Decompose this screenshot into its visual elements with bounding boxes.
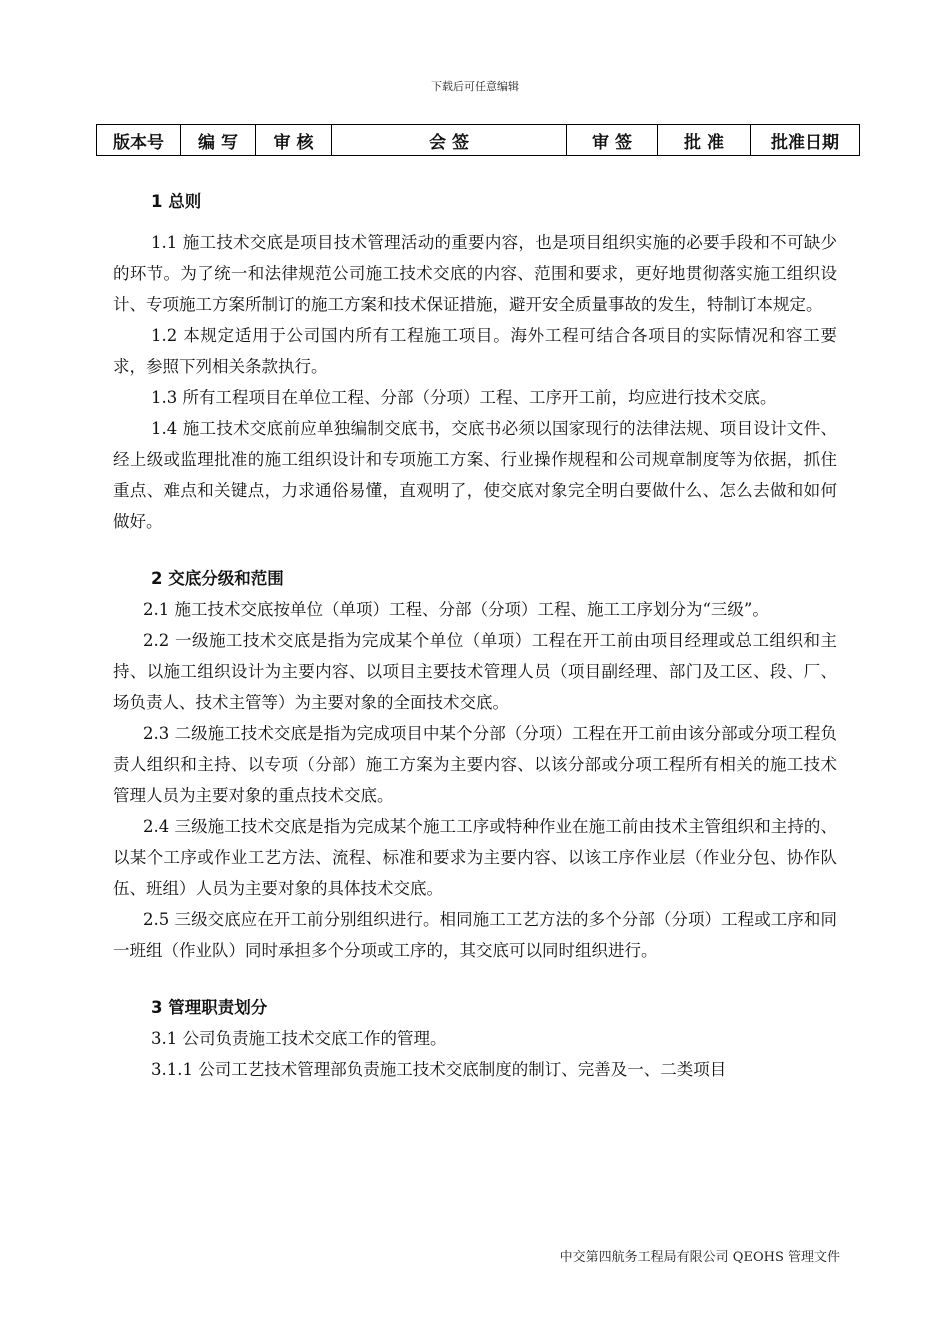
section-3-title: 3 管理职责划分 bbox=[151, 998, 268, 1017]
footer-note: 中交第四航务工程局有限公司 QEOHS 管理文件 bbox=[559, 1250, 840, 1265]
paragraph-3-1-1: 3.1.1 公司工艺技术管理部负责施工技术交底制度的制订、完善及一、二类项目 bbox=[151, 1060, 727, 1079]
paragraph-2-3: 2.3 二级施工技术交底是指为完成项目中某个分部（分项）工程在开工前由该分部或分项工程负责人组织和主持、以专项（分部）施工方案为主要内容、以该分部或分项工程所有相关的施工技术管理人员为主要对象的重点技术交底。 bbox=[113, 724, 837, 805]
paragraph-2-5: 2.5 三级交底应在开工前分别组织进行。相同施工工艺方法的多个分部（分项）工程或工序和同一班组（作业队）同时承担多个分项或工序的，其交底可以同时组织进行。 bbox=[113, 910, 837, 960]
approval-cell-review: 审 核 bbox=[256, 125, 332, 156]
approval-table-row bbox=[97, 125, 860, 156]
paragraph-2-4: 2.4 三级施工技术交底是指为完成某个施工工序或特种作业在施工前由技术主管组织和主持的、以某个工序或作业工艺方法、流程、标准和要求为主要内容、以该工序作业层（作业分包、协作队伍、班组）人员为主要对象的具体技术交底。 bbox=[113, 817, 837, 898]
section-1-title: 1 总则 bbox=[151, 192, 202, 211]
section-2-title: 2 交底分级和范围 bbox=[151, 569, 284, 588]
paragraph-2-1: 2.1 施工技术交底按单位（单项）工程、分部（分项）工程、施工工序划分为“三级”。 bbox=[143, 600, 769, 619]
approval-cell-version: 版本号 bbox=[97, 125, 181, 156]
paragraph-1-2: 1.2 本规定适用于公司国内所有工程施工项目。海外工程可结合各项目的实际情况和容工要求，参照下列相关条款执行。 bbox=[113, 326, 837, 376]
paragraph-1-3: 1.3 所有工程项目在单位工程、分部（分项）工程、工序开工前，均应进行技术交底。 bbox=[151, 388, 777, 407]
paragraph-2-2: 2.2 一级施工技术交底是指为完成某个单位（单项）工程在开工前由项目经理或总工组织和主持、以施工组织设计为主要内容、以项目主要技术管理人员（项目副经理、部门及工区、段、厂、场负责人、技术主管等）为主要对象的全面技术交底。 bbox=[113, 631, 837, 712]
approval-table bbox=[96, 124, 860, 156]
paragraph-1-1: 1.1 施工技术交底是项目技术管理活动的重要内容，也是项目组织实施的必要手段和不可缺少的环节。为了统一和法律规范公司施工技术交底的内容、范围和要求，更好地贯彻落实施工组织设计、专项施工方案所制订的施工方案和技术保证措施，避开安全质量事故的发生，特制订本规定。 bbox=[113, 233, 837, 314]
approval-cell-approve-date: 批准日期 bbox=[751, 125, 860, 156]
header-note: 下载后可任意编辑 bbox=[431, 80, 519, 93]
paragraph-1-4: 1.4 施工技术交底前应单独编制交底书，交底书必须以国家现行的法律法规、项目设计文件、经上级或监理批准的施工组织设计和专项施工方案、行业操作规程和公司规章制度等为依据，抓住重点、难点和关键点，力求通俗易懂，直观明了，使交底对象完全明白要做什么、怎么去做和如何做好。 bbox=[113, 419, 837, 531]
approval-cell-author: 编 写 bbox=[181, 125, 256, 156]
document-body bbox=[113, 186, 837, 1085]
approval-cell-sign-off: 审 签 bbox=[567, 125, 658, 156]
paragraph-3-1: 3.1 公司负责施工技术交底工作的管理。 bbox=[151, 1029, 447, 1048]
approval-cell-countersign: 会 签 bbox=[332, 125, 567, 156]
approval-cell-approve: 批 准 bbox=[658, 125, 751, 156]
